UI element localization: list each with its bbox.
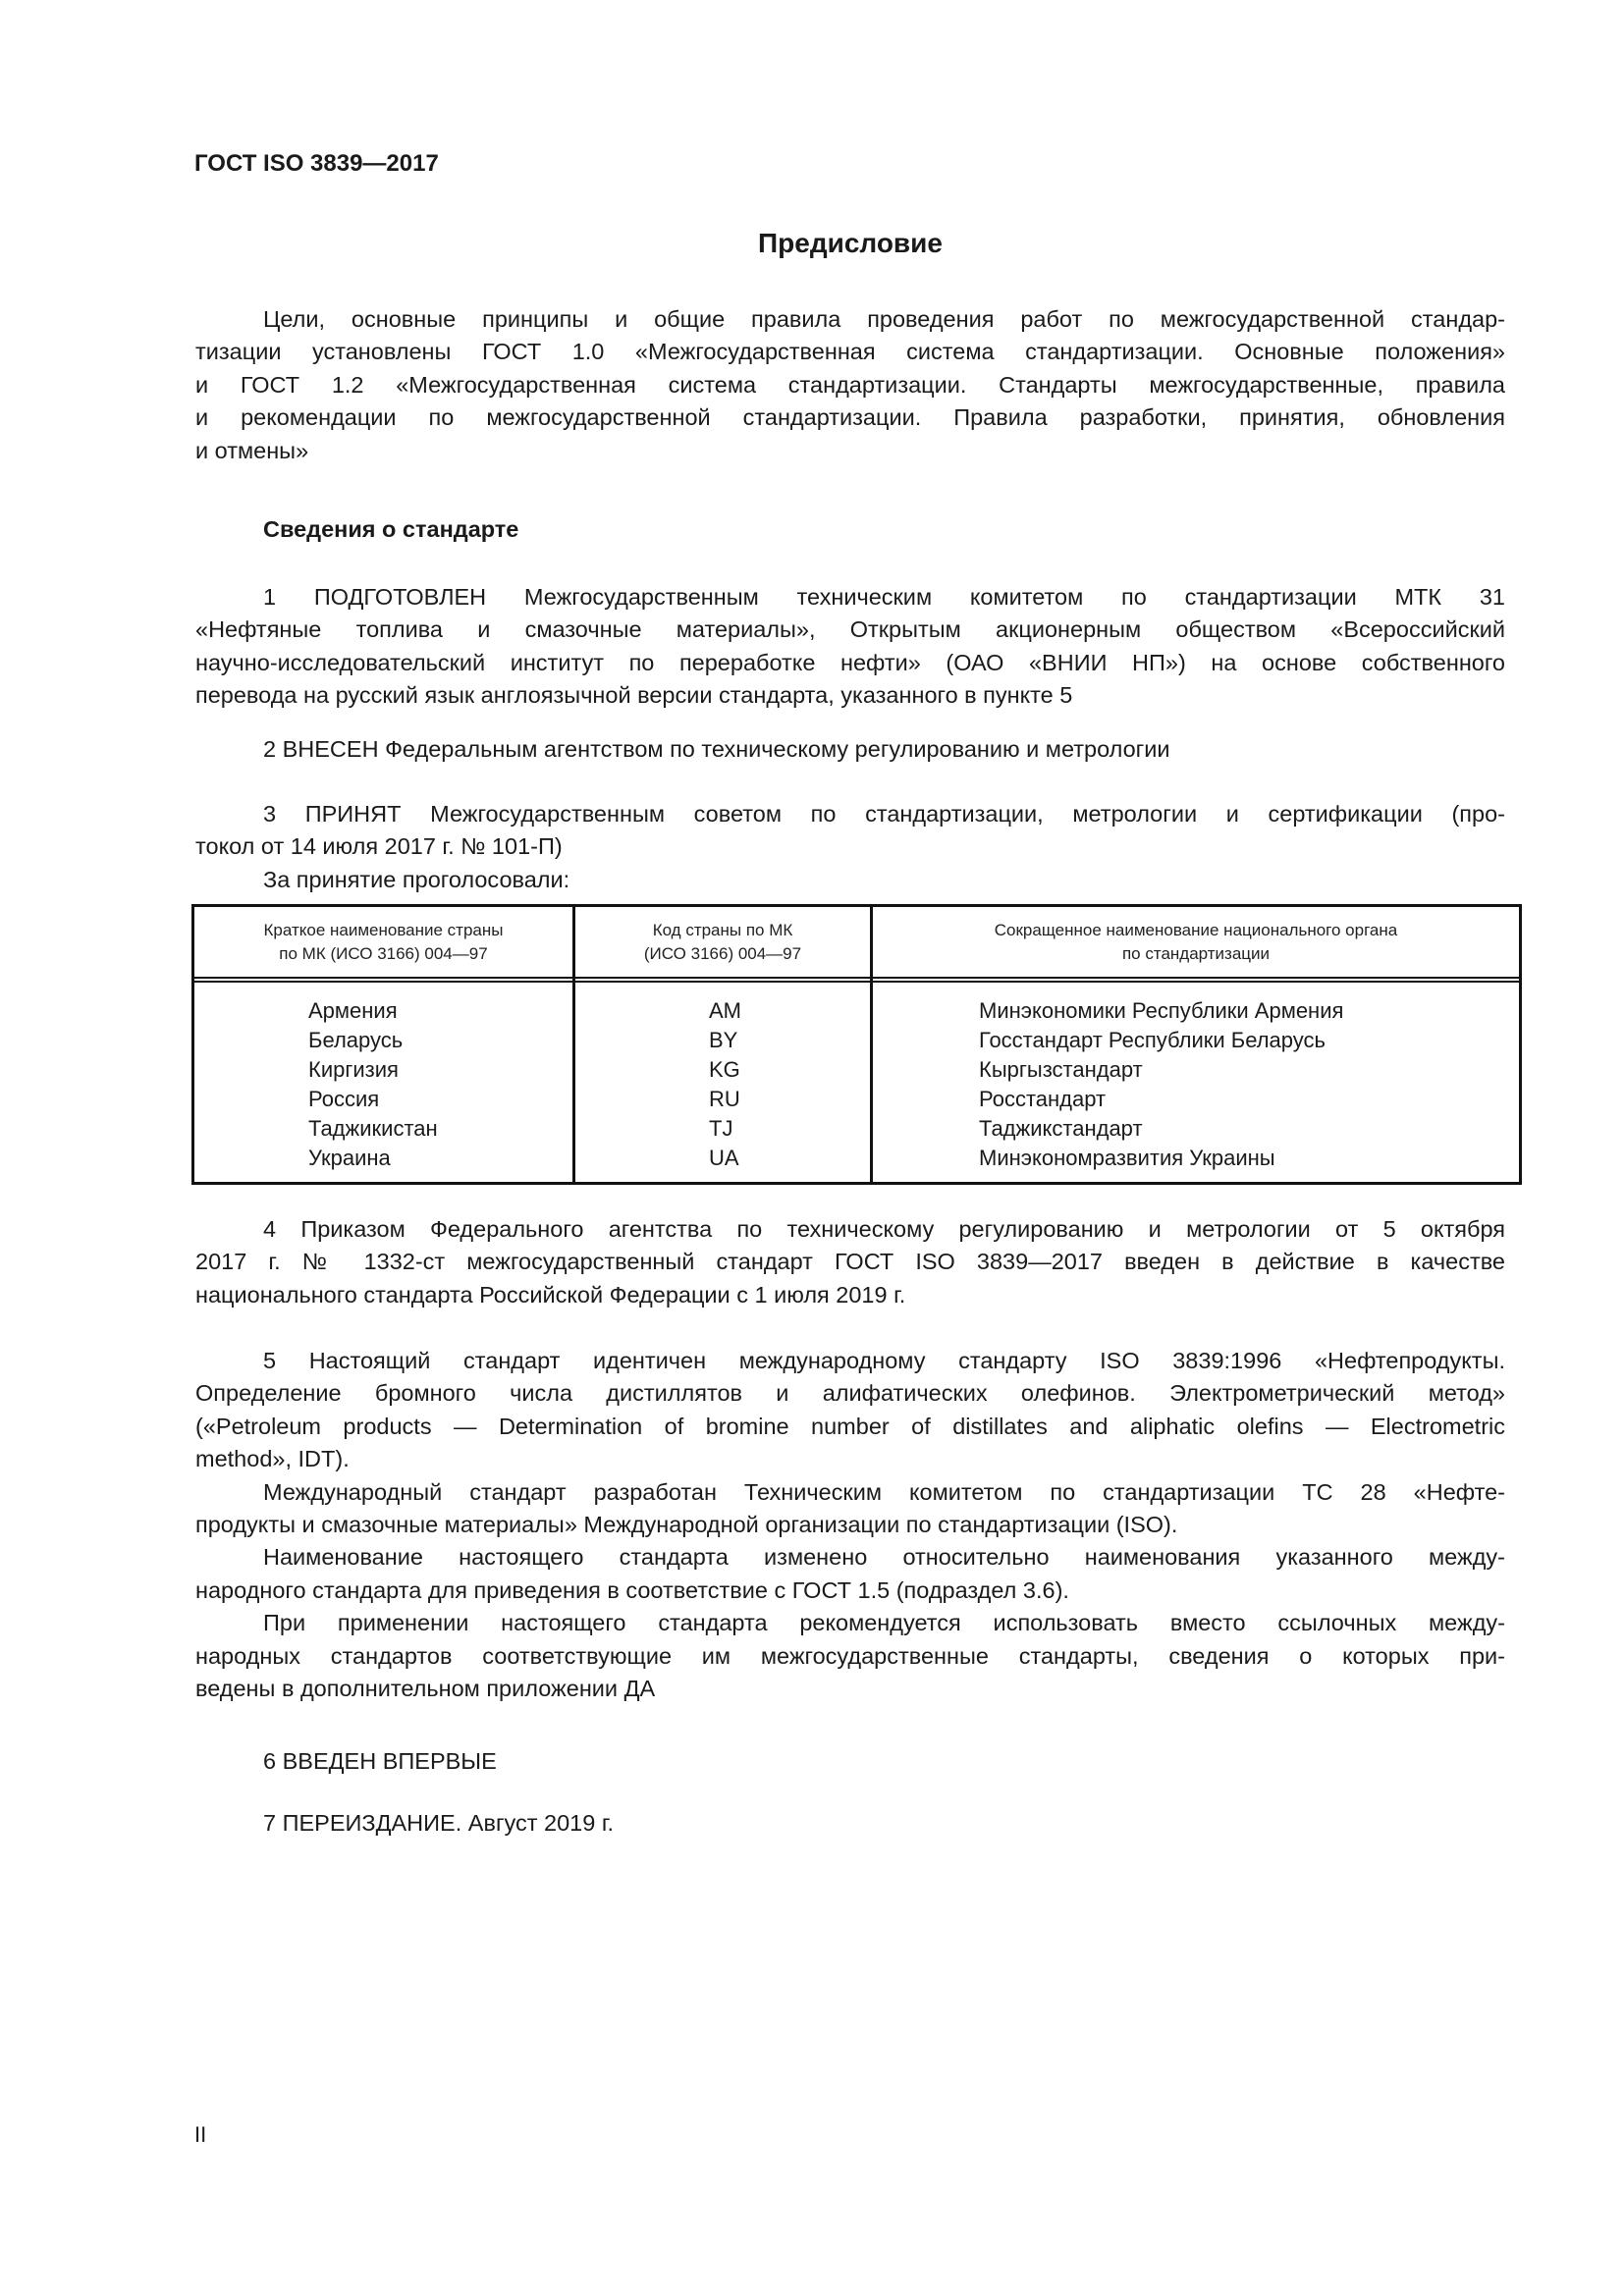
table-cell-code: RU xyxy=(709,1087,740,1111)
header-line: по стандартизации xyxy=(1121,944,1271,963)
table-cell-code: KG xyxy=(709,1057,740,1082)
column-header-code xyxy=(575,919,870,966)
text-line: 2017 г. № 1332-ст межгосударственный стандарт ГОСТ ISO 3839—2017 введен в действие в качестве xyxy=(195,1249,1505,1275)
text-line: 6 ВВЕДЕН ВПЕРВЫЕ xyxy=(263,1748,497,1774)
standards-body-column xyxy=(979,996,1343,1173)
text-line: 2 ВНЕСЕН Федеральным агентством по техническому регулированию и метрологии xyxy=(263,736,1170,762)
text-line: народного стандарта для приведения в соответствие с ГОСТ 1.5 (подраздел 3.6). xyxy=(195,1576,1069,1603)
text-line: и ГОСТ 1.2 «Межгосударственная система стандартизации. Стандарты межгосударственные, правила xyxy=(195,371,1505,398)
table-cell-code: UA xyxy=(709,1146,739,1170)
header-line: Сокращенное наименование национального органа xyxy=(994,921,1398,939)
table-cell-country: Беларусь xyxy=(308,1028,404,1052)
text-line: method», IDT). xyxy=(195,1446,350,1472)
text-line: «Нефтяные топлива и смазочные материалы», Открытым акционерным обществом «Всероссийский xyxy=(195,616,1505,643)
table-cell-country: Россия xyxy=(308,1087,380,1111)
header-line: Краткое наименование страны xyxy=(263,921,504,939)
table-cell-country: Украина xyxy=(308,1146,391,1170)
page-number: II xyxy=(194,2122,207,2147)
text-line: За принятие проголосовали: xyxy=(263,866,570,892)
text-line: продукты и смазочные материалы» Международной организации по стандартизации (ISO). xyxy=(195,1511,1178,1537)
item-5-identical xyxy=(195,1345,1505,1705)
table-header-double-line xyxy=(194,981,1519,983)
column-header-country xyxy=(194,919,572,966)
text-line: Международный стандарт разработан Техническим комитетом по стандартизации ТС 28 «Нефте- xyxy=(263,1478,1505,1505)
item-3-adopted xyxy=(195,798,1505,896)
text-line: перевода на русский язык англоязычной версии стандарта, указанного в пункте 5 xyxy=(195,682,1073,709)
text-line: 1 ПОДГОТОВЛЕН Межгосударственным техническим комитетом по стандартизации МТК 31 xyxy=(263,584,1505,610)
table-cell-body: Минэкономики Республики Армения xyxy=(979,998,1344,1023)
item-7-reissue xyxy=(195,1807,1505,1840)
page-title: Предисловие xyxy=(758,228,943,258)
text-line: При применении настоящего стандарта рекомендуется использовать вместо ссылочных между- xyxy=(263,1610,1505,1636)
preface-paragraph xyxy=(195,303,1505,467)
text-line: 3 ПРИНЯТ Межгосударственным советом по стандартизации, метрологии и сертификации (про- xyxy=(263,801,1505,827)
text-line: 4 Приказом Федерального агентства по техническому регулированию и метрологии от 5 октября xyxy=(263,1216,1505,1242)
column-header-standards-body xyxy=(873,919,1519,966)
table-cell-body: Минэкономразвития Украины xyxy=(979,1146,1275,1170)
text-line: 5 Настоящий стандарт идентичен международному стандарту ISO 3839:1996 «Нефтепродукты. xyxy=(263,1348,1505,1373)
country-column xyxy=(308,996,438,1173)
section-heading: Сведения о стандарте xyxy=(263,516,519,542)
table-cell-code: AM xyxy=(709,998,741,1023)
text-line: научно-исследовательский институт по переработке нефти» (ОАО «ВНИИ НП») на основе собственного xyxy=(195,649,1505,675)
text-line: и рекомендации по межгосударственной стандартизации. Правила разработки, принятия, обновления xyxy=(195,404,1505,431)
table-cell-country: Армения xyxy=(308,998,398,1023)
text-line: («Petroleum products — Determination of bromine number of distillates and aliphatic olefins — Electrometric xyxy=(195,1413,1505,1439)
document-code: ГОСТ ISO 3839—2017 xyxy=(194,150,439,177)
item-4-order xyxy=(195,1213,1505,1311)
text-line: Цели, основные принципы и общие правила проведения работ по межгосударственной стандар- xyxy=(263,306,1505,332)
voting-countries-table xyxy=(191,904,1522,1185)
text-line: Наименование настоящего стандарта изменено относительно наименования указанного между- xyxy=(263,1544,1505,1571)
table-cell-code: BY xyxy=(709,1028,738,1052)
table-cell-country: Таджикистан xyxy=(308,1116,438,1141)
item-6-first-introduced xyxy=(195,1745,1505,1778)
table-cell-code: TJ xyxy=(709,1116,733,1141)
table-cell-body: Кыргызстандарт xyxy=(979,1057,1143,1082)
table-cell-body: Госстандарт Республики Беларусь xyxy=(979,1028,1326,1052)
header-line: Код страны по МК xyxy=(652,921,793,939)
text-line: токол от 14 июля 2017 г. № 101-П) xyxy=(195,833,563,860)
text-line: народных стандартов соответствующие им межгосударственные стандарты, сведения о которых при- xyxy=(195,1642,1505,1669)
text-line: национального стандарта Российской Федерации с 1 июля 2019 г. xyxy=(195,1281,906,1308)
table-cell-body: Росстандарт xyxy=(979,1087,1107,1111)
table-cell-body: Таджикстандарт xyxy=(979,1116,1143,1141)
item-1-prepared xyxy=(195,581,1505,713)
item-2-introduced xyxy=(195,733,1505,766)
text-line: Определение бромного числа дистиллятов и алифатических олефинов. Электрометрический метод» xyxy=(195,1380,1505,1407)
text-line: 7 ПЕРЕИЗДАНИЕ. Август 2019 г. xyxy=(263,1810,615,1836)
header-line: (ИСО 3166) 004—97 xyxy=(643,944,802,963)
table-cell-country: Киргизия xyxy=(308,1057,399,1082)
code-column xyxy=(709,996,741,1173)
text-line: и отмены» xyxy=(195,437,309,463)
text-line: ведены в дополнительном приложении ДА xyxy=(195,1675,656,1701)
text-line: тизации установлены ГОСТ 1.0 «Межгосударственная система стандартизации. Основные положения» xyxy=(195,339,1505,365)
header-line: по МК (ИСО 3166) 004—97 xyxy=(279,944,488,963)
